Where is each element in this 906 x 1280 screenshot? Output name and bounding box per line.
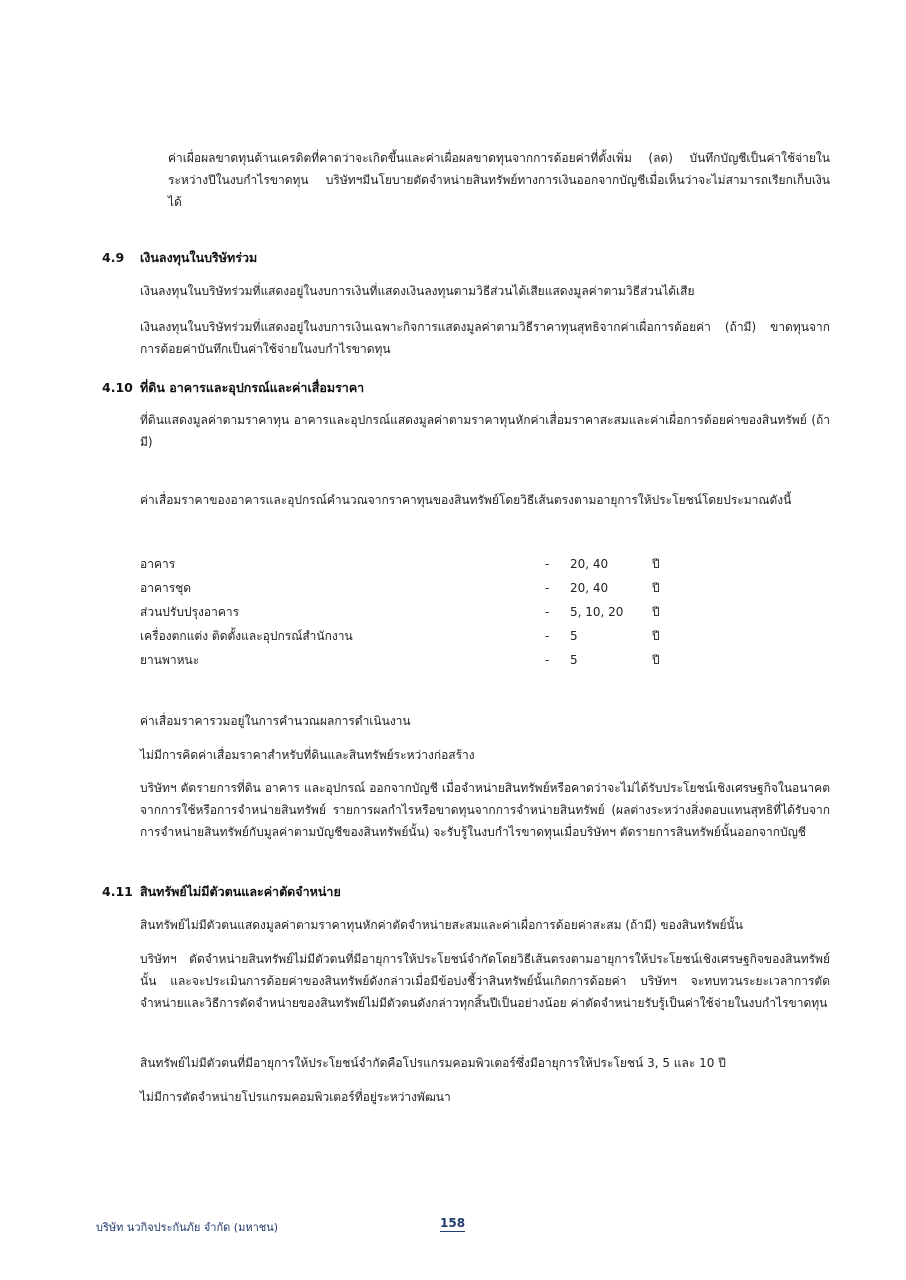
section-4-10-paragraph-5: บริษัทฯ ตัดรายการที่ดิน อาคาร และอุปกรณ์ ออกจากบัญชี เมื่อจำหน่ายสินทรัพย์หรือคาดว่าจะไม่ได้รับประโยชน์เชิงเศรษฐกิจในอนาคตจากการใช้หรือการจำหน่ายสินทรัพย์ รายการผลกำไรหรือขาดทุนจากการจำหน่ายสินทรัพย์ (ผลต่างระหว่างสิ่งตอบแทนสุทธิที่ได้รับจากการจำหน่ายสินทรัพย์กับมูลค่าตามบัญชีของสินทรัพย์นั้น) จะรับรู้ในงบกำไรขาดทุนเมื่อบริษัทฯ ตัดรายการสินทรัพย์นั้นออกจากบัญชี: [140, 781, 830, 839]
unit: ปี: [652, 628, 660, 643]
useful-life-value: 20, 40: [570, 581, 609, 595]
footer-company-name: บริษัท นวกิจประกันภัย จำกัด (มหาชน): [96, 1221, 279, 1234]
section-4-10-paragraph-4: ไม่มีการคิดค่าเสื่อมราคาสำหรับที่ดินและสินทรัพย์ระหว่างก่อสร้าง: [140, 748, 475, 762]
dash: -: [545, 653, 550, 667]
asset-name: อาคารชุด: [140, 580, 192, 595]
unit: ปี: [652, 556, 660, 571]
section-4-9-paragraph-1: เงินลงทุนในบริษัทร่วมที่แสดงอยู่ในงบการเงินที่แสดงเงินลงทุนตามวิธีส่วนได้เสียแสดงมูลค่าตามวิธีส่วนได้เสีย: [140, 284, 695, 298]
table-row: [140, 552, 680, 576]
asset-name: เครื่องตกแต่ง ติดตั้งและอุปกรณ์สำนักงาน: [140, 628, 353, 643]
dash: -: [545, 557, 550, 571]
section-4-11-paragraph-2: บริษัทฯ ตัดจำหน่ายสินทรัพย์ไม่มีตัวตนที่มีอายุการให้ประโยชน์จำกัดโดยวิธีเส้นตรงตามอายุการให้ประโยชน์เชิงเศรษฐกิจของสินทรัพย์นั้น และจะประเมินการด้อยค่าของสินทรัพย์ดังกล่าวเมื่อมีข้อบ่งชี้ว่าสินทรัพย์นั้นเกิดการด้อยค่า บริษัทฯ จะทบทวนระยะเวลาการตัดจำหน่ายและวิธีการตัดจำหน่ายของสินทรัพย์ไม่มีตัวตนดังกล่าวทุกสิ้นปีเป็นอย่างน้อย ค่าตัดจำหน่ายรับรู้เป็นค่าใช้จ่ายในงบกำไรขาดทุน: [140, 952, 830, 1010]
section-4-11-heading: [102, 882, 341, 902]
table-row: [140, 624, 680, 648]
useful-life-value: 5: [570, 629, 578, 643]
section-title: สินทรัพย์ไม่มีตัวตนและค่าตัดจำหน่าย: [140, 884, 341, 899]
section-4-11-paragraph-3: สินทรัพย์ไม่มีตัวตนที่มีอายุการให้ประโยชน์จำกัดคือโปรแกรมคอมพิวเตอร์ซึ่งมีอายุการให้ประโยชน์ 3, 5 และ 10 ปี: [140, 1056, 726, 1070]
section-number: 4.11: [102, 884, 133, 899]
unit: ปี: [652, 652, 660, 667]
table-row: [140, 648, 680, 672]
depreciation-table: [140, 552, 680, 672]
intro-paragraph: ค่าเผื่อผลขาดทุนด้านเครดิตที่คาดว่าจะเกิดขึ้นและค่าเผื่อผลขาดทุนจากการด้อยค่าที่ตั้งเพิ่ม (ลด) บันทึกบัญชีเป็นค่าใช้จ่ายในระหว่างปีในงบกำไรขาดทุน บริษัทฯมีนโยบายตัดจำหน่ายสินทรัพย์ทางการเงินออกจากบัญชีเมื่อเห็นว่าจะไม่สามารถเรียกเก็บเงินได้: [168, 151, 830, 209]
dash: -: [545, 581, 550, 595]
unit: ปี: [652, 580, 660, 595]
section-4-9-heading: [102, 248, 257, 268]
section-number: 4.9: [102, 250, 125, 265]
section-title: เงินลงทุนในบริษัทร่วม: [140, 250, 258, 265]
asset-name: ส่วนปรับปรุงอาคาร: [140, 604, 240, 619]
table-row: [140, 600, 680, 624]
dash: -: [545, 605, 550, 619]
section-4-10-paragraph-2: ค่าเสื่อมราคาของอาคารและอุปกรณ์คำนวณจากราคาทุนของสินทรัพย์โดยวิธีเส้นตรงตามอายุการให้ประโยชน์โดยประมาณดังนี้: [140, 493, 792, 507]
useful-life-value: 5, 10, 20: [570, 605, 624, 619]
unit: ปี: [652, 604, 660, 619]
section-4-10-heading: [102, 378, 364, 398]
section-4-11-paragraph-1: สินทรัพย์ไม่มีตัวตนแสดงมูลค่าตามราคาทุนหักค่าตัดจำหน่ายสะสมและค่าเผื่อการด้อยค่าสะสม (ถ้ามี) ของสินทรัพย์นั้น: [140, 918, 743, 932]
section-number: 4.10: [102, 380, 133, 395]
section-title: ที่ดิน อาคารและอุปกรณ์และค่าเสื่อมราคา: [140, 380, 365, 395]
asset-name: อาคาร: [140, 556, 176, 571]
section-4-9-paragraph-2: เงินลงทุนในบริษัทร่วมที่แสดงอยู่ในงบการเงินเฉพาะกิจการแสดงมูลค่าตามวิธีราคาทุนสุทธิจากค่าเผื่อการด้อยค่า (ถ้ามี) ขาดทุนจากการด้อยค่าบันทึกเป็นค่าใช้จ่ายในงบกำไรขาดทุน: [140, 320, 830, 356]
page-number: 158: [440, 1216, 466, 1230]
dash: -: [545, 629, 550, 643]
table-row: [140, 576, 680, 600]
section-4-11-paragraph-4: ไม่มีการตัดจำหน่ายโปรแกรมคอมพิวเตอร์ที่อยู่ระหว่างพัฒนา: [140, 1090, 451, 1104]
asset-name: ยานพาหนะ: [140, 652, 200, 667]
useful-life-value: 5: [570, 653, 578, 667]
section-4-10-paragraph-3: ค่าเสื่อมราคารวมอยู่ในการคำนวณผลการดำเนินงาน: [140, 714, 411, 728]
useful-life-value: 20, 40: [570, 557, 609, 571]
section-4-10-paragraph-1: ที่ดินแสดงมูลค่าตามราคาทุน อาคารและอุปกรณ์แสดงมูลค่าตามราคาทุนหักค่าเสื่อมราคาสะสมและค่าเผื่อการด้อยค่าของสินทรัพย์ (ถ้ามี): [140, 413, 830, 449]
